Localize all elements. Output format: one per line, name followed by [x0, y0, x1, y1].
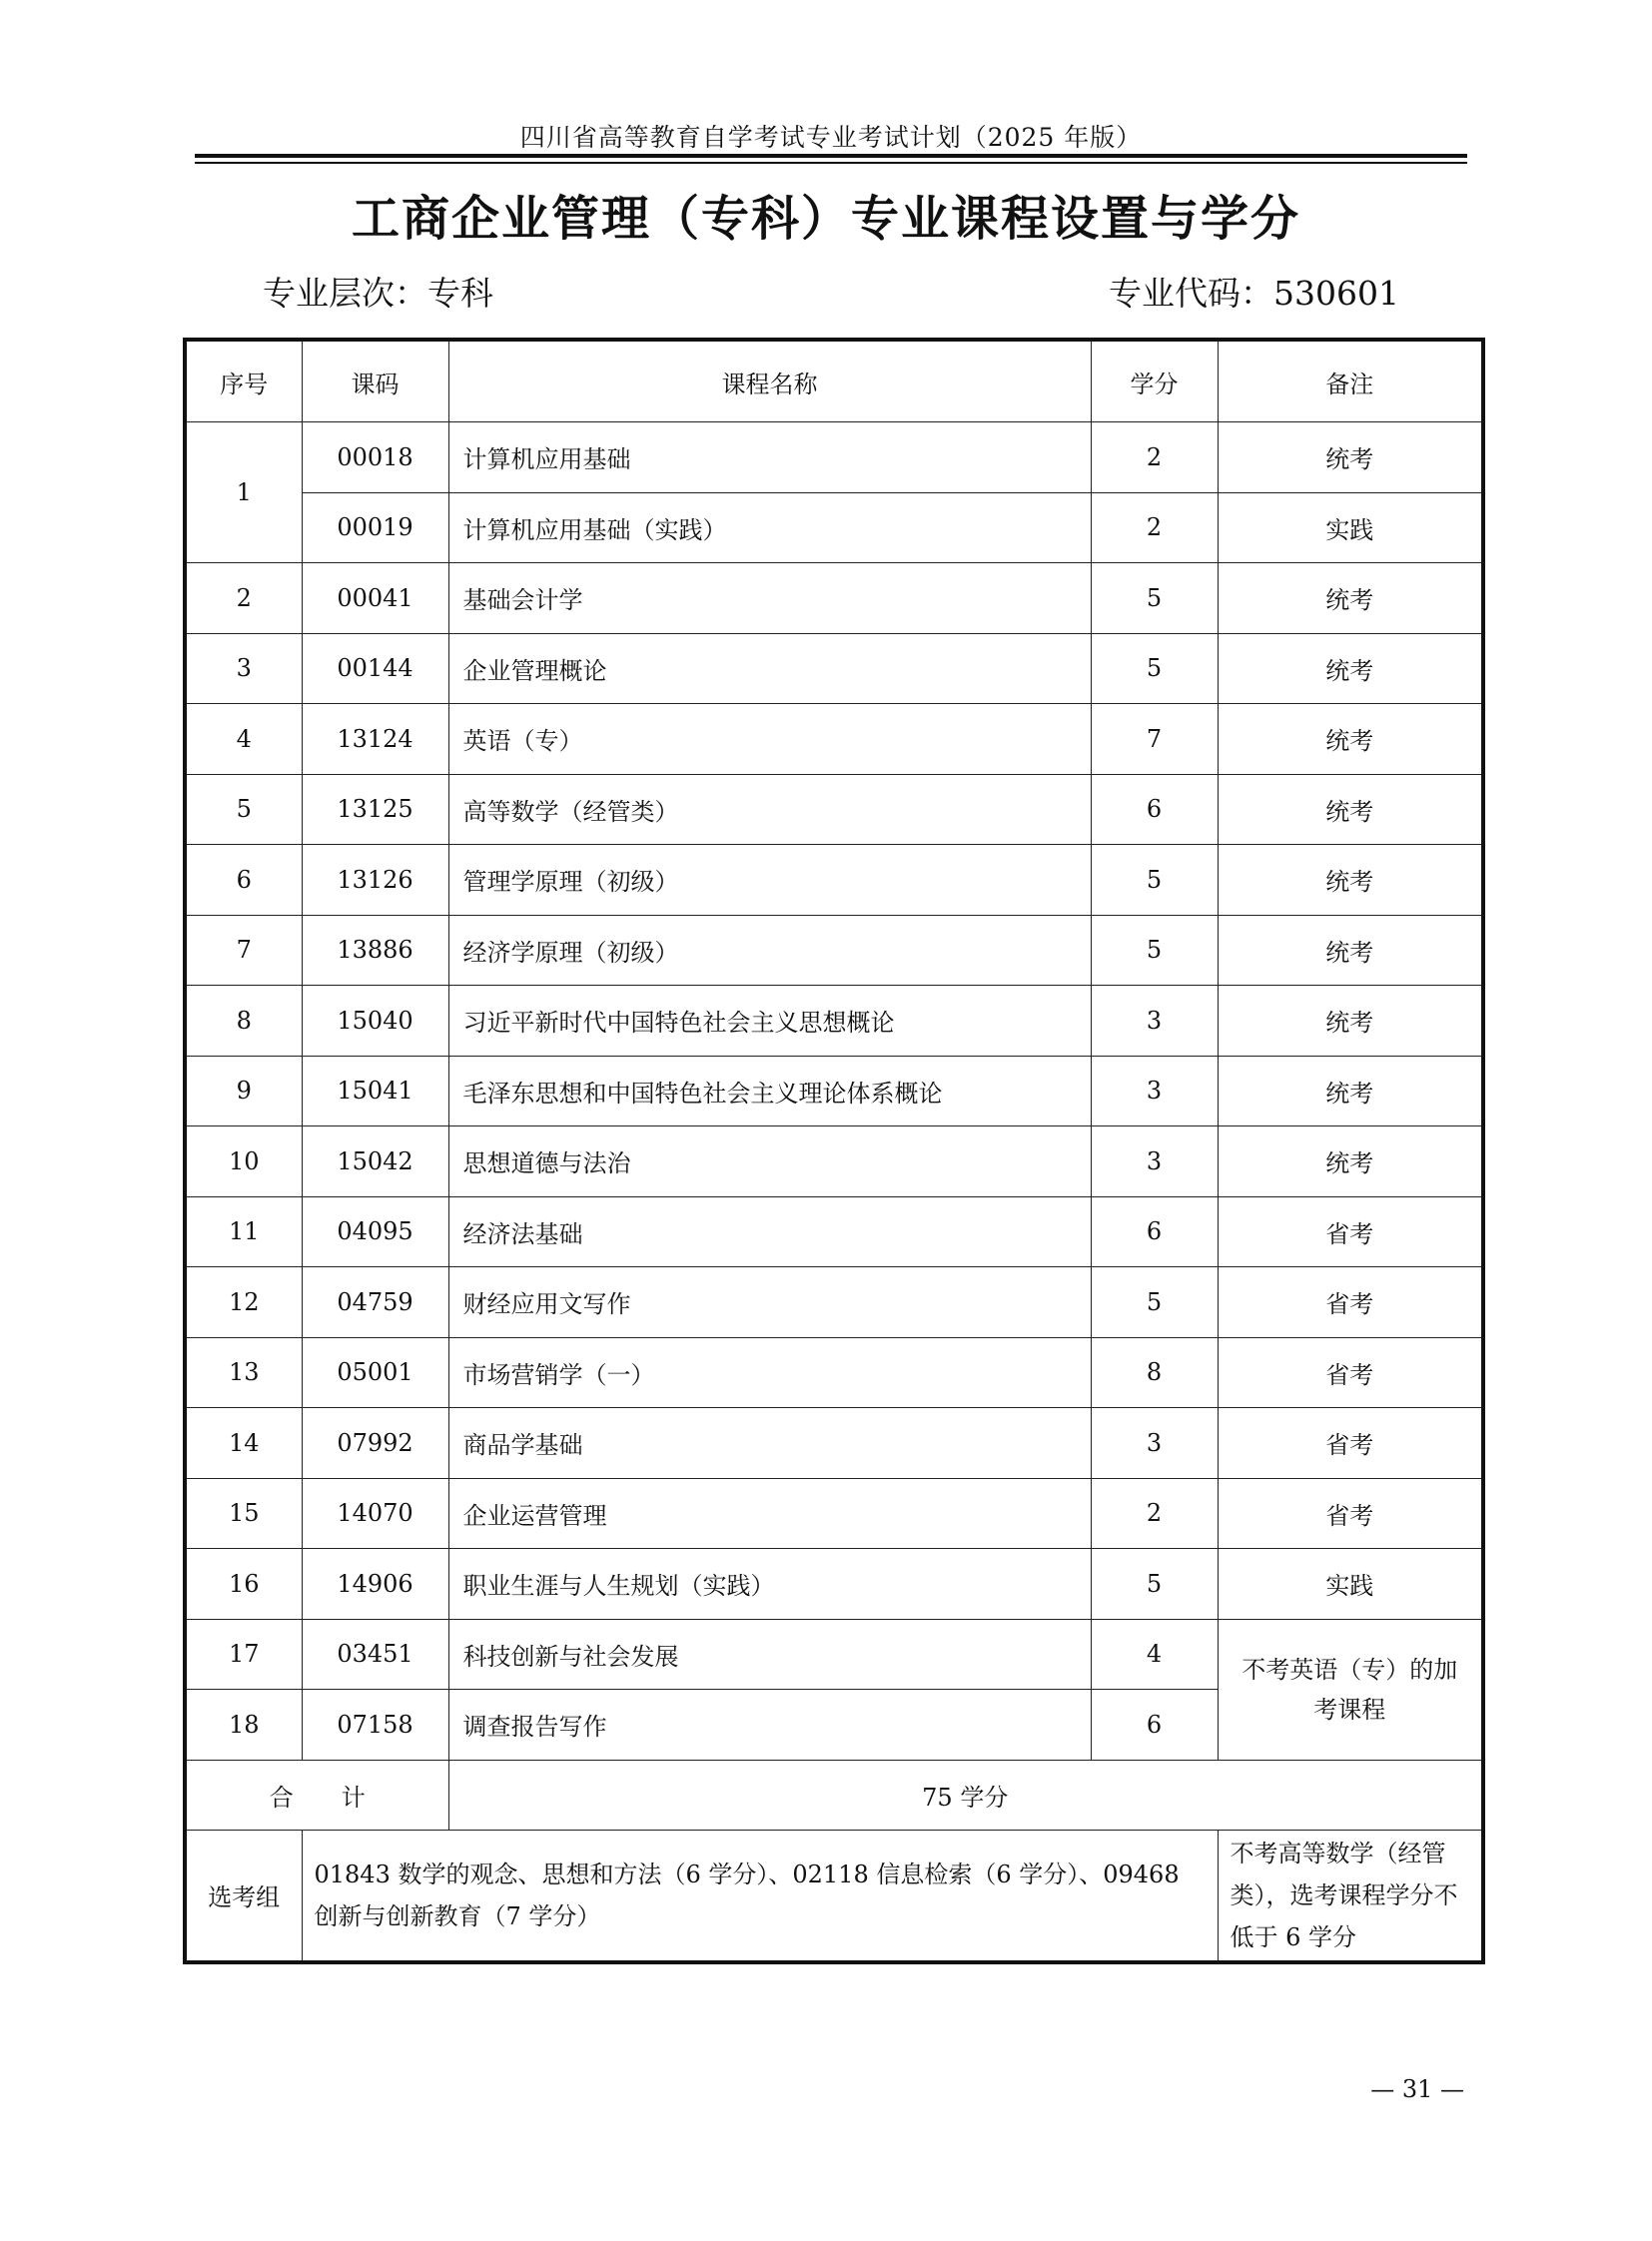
course-table — [183, 338, 1485, 1964]
table-row — [185, 986, 1483, 1057]
header-credits: 学分 — [1091, 340, 1218, 422]
row-name: 基础会计学 — [448, 563, 1091, 634]
elective-note: 不考高等数学（经管类），选考课程学分不低于 6 学分 — [1218, 1830, 1483, 1962]
row-no: 2 — [185, 563, 302, 634]
row-code: 00018 — [302, 422, 448, 493]
row-code: 15040 — [302, 986, 448, 1057]
row-credits: 6 — [1091, 1196, 1218, 1267]
row-no: 17 — [185, 1619, 302, 1690]
elective-row — [185, 1830, 1483, 1962]
row-code: 13125 — [302, 774, 448, 845]
major-code-value: 530601 — [1273, 274, 1399, 313]
row-name: 企业管理概论 — [448, 633, 1091, 704]
row-credits: 3 — [1091, 986, 1218, 1057]
row-note: 省考 — [1218, 1267, 1483, 1338]
row-note: 统考 — [1218, 774, 1483, 845]
major-code-label: 专业代码： — [1109, 274, 1273, 313]
table-row — [185, 704, 1483, 775]
row-credits: 5 — [1091, 1267, 1218, 1338]
table-row — [185, 1478, 1483, 1549]
row-note: 统考 — [1218, 915, 1483, 986]
row-code: 15042 — [302, 1126, 448, 1197]
row-note: 省考 — [1218, 1337, 1483, 1408]
row-name: 思想道德与法治 — [448, 1126, 1091, 1197]
row-credits: 5 — [1091, 1549, 1218, 1620]
row-code: 13886 — [302, 915, 448, 986]
elective-label: 选考组 — [185, 1830, 302, 1962]
row-code: 07158 — [302, 1690, 448, 1761]
total-label: 合 计 — [185, 1760, 448, 1830]
row-credits: 6 — [1091, 774, 1218, 845]
major-code — [1109, 268, 1399, 315]
row-code: 00144 — [302, 633, 448, 704]
total-row — [185, 1760, 1483, 1830]
table-row — [185, 492, 1483, 563]
row-credits: 3 — [1091, 1408, 1218, 1479]
elective-courses: 01843 数学的观念、思想和方法（6 学分）、02118 信息检索（6 学分）、09468 创新与创新教育（7 学分） — [302, 1830, 1218, 1962]
table-row — [185, 915, 1483, 986]
row-name: 经济法基础 — [448, 1196, 1091, 1267]
table-row — [185, 1056, 1483, 1126]
row-name: 经济学原理（初级） — [448, 915, 1091, 986]
table-row — [185, 633, 1483, 704]
row-no: 7 — [185, 915, 302, 986]
header-name: 课程名称 — [448, 340, 1091, 422]
row-code: 15041 — [302, 1056, 448, 1126]
row-name: 毛泽东思想和中国特色社会主义理论体系概论 — [448, 1056, 1091, 1126]
row-note: 省考 — [1218, 1408, 1483, 1479]
row-credits: 6 — [1091, 1690, 1218, 1761]
header-rule-thin — [195, 162, 1467, 164]
table-row — [185, 422, 1483, 493]
row-name: 财经应用文写作 — [448, 1267, 1091, 1338]
row-name: 高等数学（经管类） — [448, 774, 1091, 845]
row-code: 07992 — [302, 1408, 448, 1479]
row-code: 00019 — [302, 492, 448, 563]
row-no: 4 — [185, 704, 302, 775]
row-credits: 3 — [1091, 1126, 1218, 1197]
row-no: 15 — [185, 1478, 302, 1549]
major-level: 专业层次：专科 — [263, 274, 493, 313]
row-no: 1 — [185, 422, 302, 563]
page-number: — 31 — — [1370, 2075, 1464, 2103]
row-name: 职业生涯与人生规划（实践） — [448, 1549, 1091, 1620]
table-row — [185, 845, 1483, 916]
row-code: 13126 — [302, 845, 448, 916]
row-code: 05001 — [302, 1337, 448, 1408]
row-code: 04759 — [302, 1267, 448, 1338]
row-credits: 7 — [1091, 704, 1218, 775]
row-name: 管理学原理（初级） — [448, 845, 1091, 916]
table-row — [185, 1549, 1483, 1620]
table-row — [185, 774, 1483, 845]
table-row — [185, 1267, 1483, 1338]
row-code: 14906 — [302, 1549, 448, 1620]
row-note: 统考 — [1218, 704, 1483, 775]
row-name: 商品学基础 — [448, 1408, 1091, 1479]
table-header-row — [185, 340, 1483, 422]
row-no: 5 — [185, 774, 302, 845]
row-name: 市场营销学（一） — [448, 1337, 1091, 1408]
row-credits: 3 — [1091, 1056, 1218, 1126]
row-no: 8 — [185, 986, 302, 1057]
row-no: 9 — [185, 1056, 302, 1126]
row-name: 科技创新与社会发展 — [448, 1619, 1091, 1690]
row-credits: 5 — [1091, 845, 1218, 916]
row-no: 13 — [185, 1337, 302, 1408]
row-no: 10 — [185, 1126, 302, 1197]
row-code: 00041 — [302, 563, 448, 634]
row-credits: 5 — [1091, 563, 1218, 634]
row-no: 12 — [185, 1267, 302, 1338]
row-no: 11 — [185, 1196, 302, 1267]
row-credits: 5 — [1091, 633, 1218, 704]
additional-course-note: 不考英语（专）的加考课程 — [1218, 1619, 1483, 1760]
header-note: 备注 — [1218, 340, 1483, 422]
row-name: 企业运营管理 — [448, 1478, 1091, 1549]
row-name: 计算机应用基础 — [448, 422, 1091, 493]
row-note: 统考 — [1218, 845, 1483, 916]
row-name: 调查报告写作 — [448, 1690, 1091, 1761]
row-note: 省考 — [1218, 1196, 1483, 1267]
row-no: 16 — [185, 1549, 302, 1620]
header-no: 序号 — [185, 340, 302, 422]
row-note: 实践 — [1218, 492, 1483, 563]
row-note: 统考 — [1218, 1126, 1483, 1197]
header-code: 课码 — [302, 340, 448, 422]
row-code: 03451 — [302, 1619, 448, 1690]
total-value: 75 学分 — [448, 1760, 1483, 1830]
row-code: 13124 — [302, 704, 448, 775]
table-row — [185, 1126, 1483, 1197]
row-note: 实践 — [1218, 1549, 1483, 1620]
row-note: 统考 — [1218, 1056, 1483, 1126]
row-credits: 2 — [1091, 1478, 1218, 1549]
row-code: 14070 — [302, 1478, 448, 1549]
table-row — [185, 1337, 1483, 1408]
row-credits: 4 — [1091, 1619, 1218, 1690]
row-no: 6 — [185, 845, 302, 916]
row-no: 3 — [185, 633, 302, 704]
row-no: 14 — [185, 1408, 302, 1479]
table-row — [185, 1408, 1483, 1479]
page-title: 工商企业管理（专科）专业课程设置与学分 — [351, 191, 1300, 247]
row-credits: 2 — [1091, 492, 1218, 563]
row-note: 统考 — [1218, 986, 1483, 1057]
row-name: 英语（专） — [448, 704, 1091, 775]
row-note: 省考 — [1218, 1478, 1483, 1549]
table-row — [185, 1196, 1483, 1267]
row-credits: 2 — [1091, 422, 1218, 493]
row-no: 18 — [185, 1690, 302, 1761]
row-note: 统考 — [1218, 422, 1483, 493]
row-note: 统考 — [1218, 563, 1483, 634]
row-code: 04095 — [302, 1196, 448, 1267]
header-rule-thick — [195, 154, 1467, 158]
row-name: 计算机应用基础（实践） — [448, 492, 1091, 563]
row-credits: 8 — [1091, 1337, 1218, 1408]
row-credits: 5 — [1091, 915, 1218, 986]
row-name: 习近平新时代中国特色社会主义思想概论 — [448, 986, 1091, 1057]
running-header: 四川省高等教育自学考试专业考试计划（2025 年版） — [519, 123, 1143, 152]
table-row — [185, 563, 1483, 634]
table-row — [185, 1619, 1483, 1690]
row-note: 统考 — [1218, 633, 1483, 704]
